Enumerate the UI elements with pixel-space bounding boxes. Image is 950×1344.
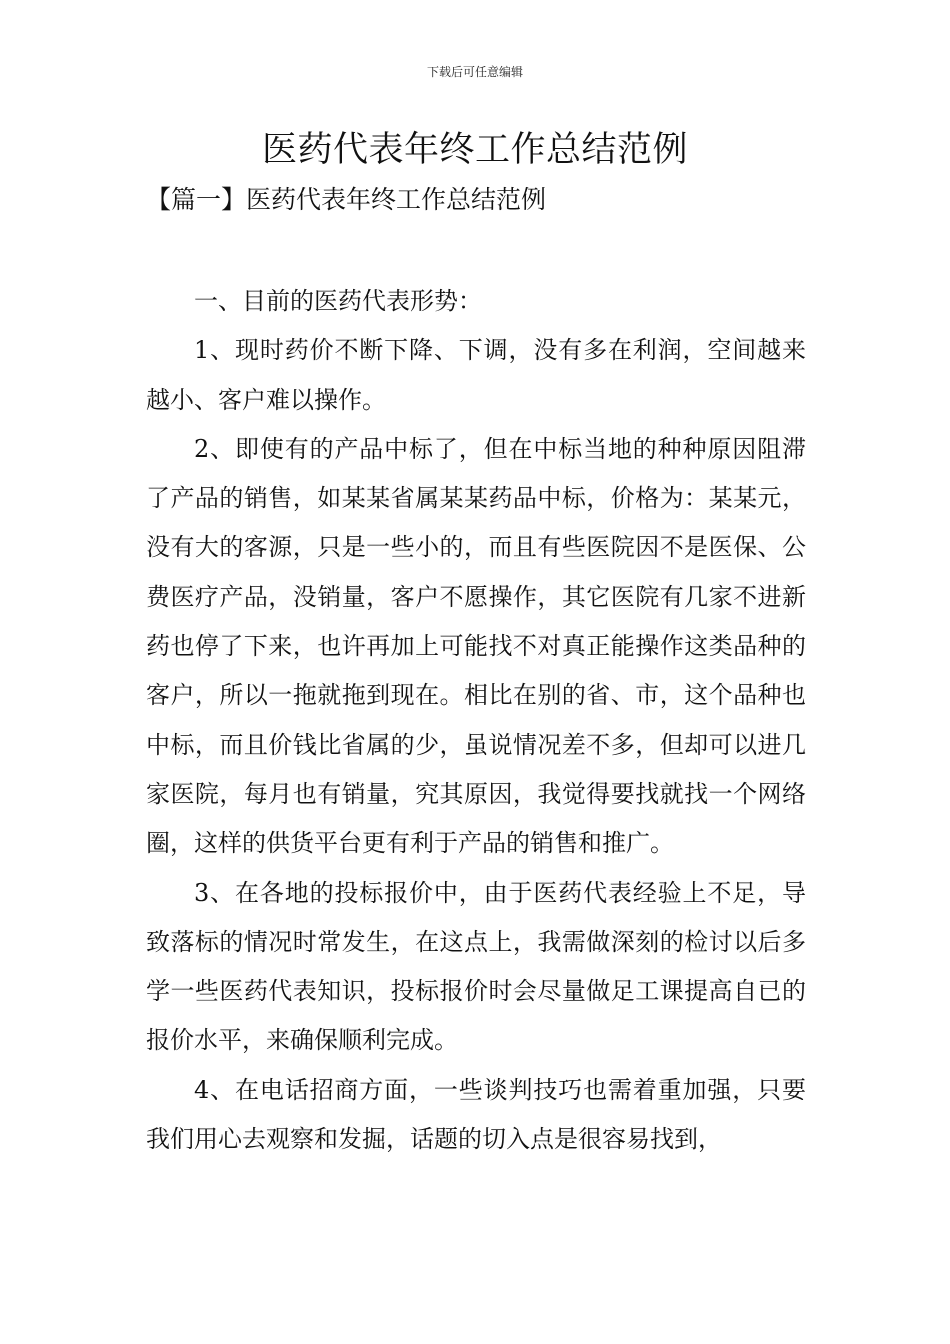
document-body [146,277,806,1164]
header-note: 下载后可任意编辑 [426,65,523,79]
paragraph-point-4: 4、在电话招商方面，一些谈判技巧也需着重加强，只要我们用心去观察和发掘，话题的切入点是很容易找到， [146,1075,806,1154]
paragraph-situation-heading: 一、目前的医药代表形势： [194,287,482,315]
document-title: 医药代表年终工作总结范例 [261,130,688,170]
paragraph-point-3: 3、在各地的投标报价中，由于医药代表经验上不足，导致落标的情况时常发生，在这点上，我需做深刻的检讨以后多学一些医药代表知识，投标报价时会尽量做足工课提高自已的报价水平，来确保顺利完成。 [146,878,806,1055]
paragraph-point-2: 2、即使有的产品中标了，但在中标当地的种种原因阻滞了产品的销售，如某某省属某某药品中标，价格为：某某元，没有大的客源，只是一些小的，而且有些医院因不是医保、公费医疗产品，没销量，客户不愿操作，其它医院有几家不进新药也停了下来，也许再加上可能找不对真正能操作这类品种的客户，所以一拖就拖到现在。相比在别的省、市，这个品种也中标，而且价钱比省属的少，虽说情况差不多，但却可以进几家医院，每月也有销量，究其原因，我觉得要找就找一个网络圈，这样的供货平台更有利于产品的销售和推广。 [146,434,806,858]
paragraph-point-1: 1、现时药价不断下降、下调，没有多在利润，空间越来越小、客户难以操作。 [146,336,806,414]
section-heading: 【篇一】医药代表年终工作总结范例 [146,185,547,214]
